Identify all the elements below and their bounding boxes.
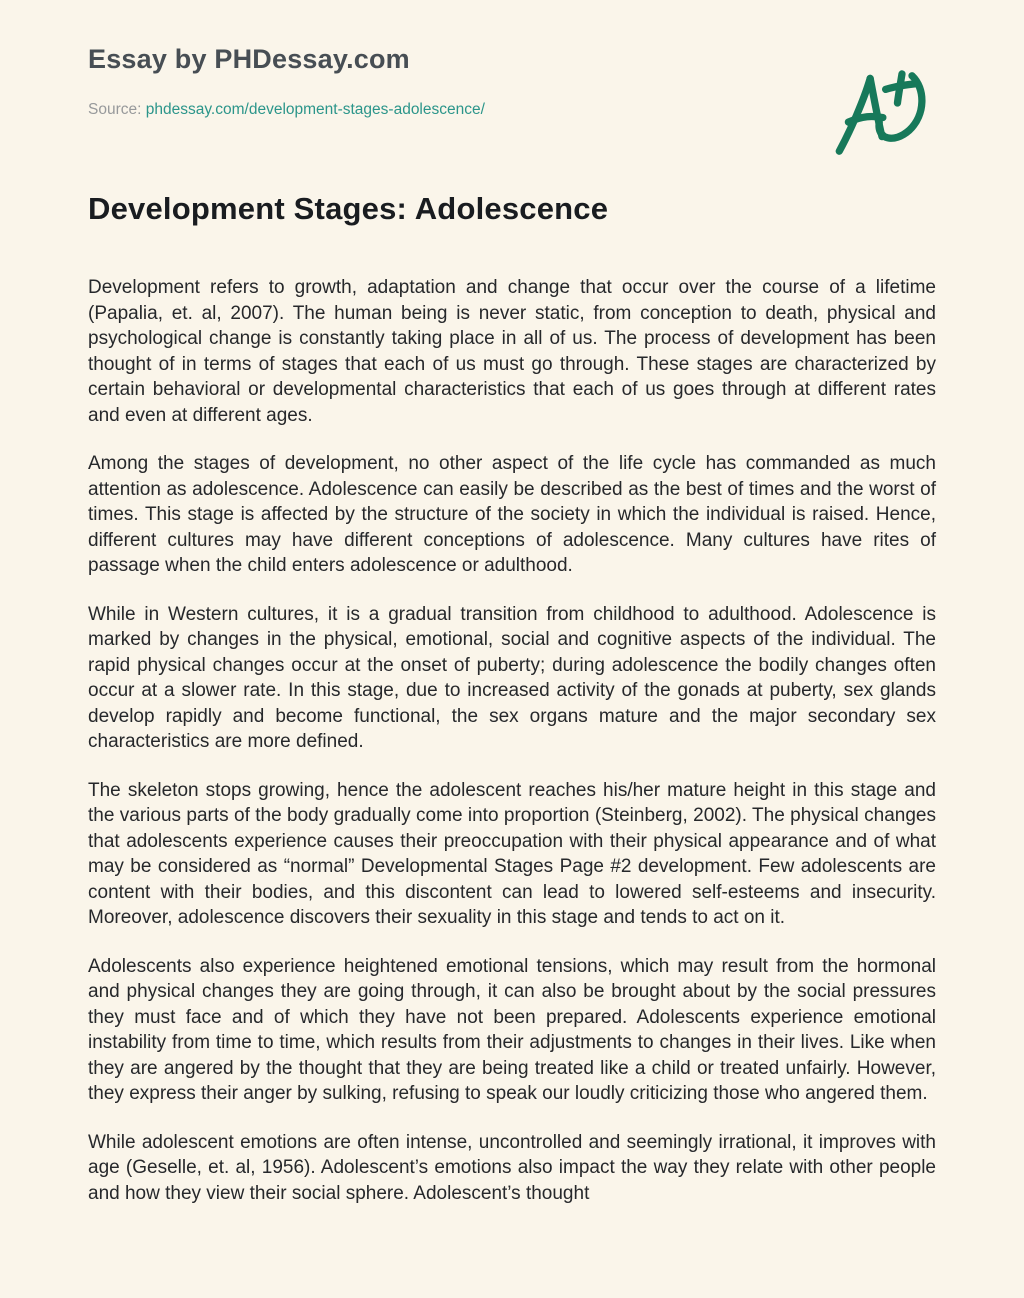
site-title: Essay by PHDessay.com — [88, 44, 410, 74]
essay-paragraph-3: While in Western cultures, it is a gradual transition from childhood to adulthood. Adolescence is marked by changes in the physical, emotional, social and cognitive aspects of the individual. The rapid physical changes occur at the onset of puberty; during adolescence the bodily changes often occur at a slower rate. In this stage, due to increased activity of the gonads at puberty, sex glands develop rapidly and become functional, the sex organs mature and the major secondary sex characteristics are more defined. — [88, 603, 936, 752]
essay-title: Development Stages: Adolescence — [88, 191, 609, 226]
essay-paragraph-4: The skeleton stops growing, hence the adolescent reaches his/her mature height in this stage and the various parts of the body gradually come into proportion (Steinberg, 2002). The physical changes that adolescents experience causes their preoccupation with their physical appearance and of what may be considered as “normal” Developmental Stages Page #2 development. Few adolescents are content with their bodies, and this discontent can lead to lowered self-esteems and insecurity. Moreover, adolescence discovers their sexuality in this stage and tends to act on it. — [88, 779, 936, 928]
essay-paragraph-2: Among the stages of development, no other aspect of the life cycle has commanded as much attention as adolescence. Adolescence can easily be described as the best of times and the worst of times. This stage is affected by the structure of the society in which the individual is raised. Hence, different cultures may have different conceptions of adolescence. Many cultures have rites of passage when the child enters adolescence or adulthood. — [88, 453, 936, 576]
essay-paragraph-1: Development refers to growth, adaptation and change that occur over the course of a lifetime (Papalia, et. al, 2007). The human being is never static, from conception to death, physical and psychological change is constantly taking place in all of us. The process of development has been thought of in terms of stages that each of us must go through. These stages are characterized by certain behavioral or developmental characteristics that each of us goes through at different rates and even at different ages. — [88, 277, 936, 426]
essay-paragraph-5: Adolescents also experience heightened emotional tensions, which may result from the hormonal and physical changes they are going through, it can also be brought about by the social pressures they must face and of which they have not been prepared. Adolescents experience emotional instability from time to time, which results from their adjustments to changes in their lives. Like when they are angered by the thought that they are being treated like a child or treated unfairly. However, they express their anger by sulking, refusing to speak our loudly criticizing those who angered them. — [88, 955, 936, 1104]
source-link[interactable]: phdessay.com/development-stages-adolescence/ — [145, 101, 485, 118]
essay-body — [88, 275, 936, 1206]
source-line — [88, 101, 936, 119]
a-plus-logo-icon — [832, 58, 932, 168]
source-label: Source: — [88, 101, 142, 118]
essay-paragraph-6: While adolescent emotions are often intense, uncontrolled and seemingly irrational, it improves with age (Geselle, et. al, 1956). Adolescent’s emotions also impact the way they relate with other people and how they view their social sphere. Adolescent’s thought — [88, 1131, 936, 1204]
